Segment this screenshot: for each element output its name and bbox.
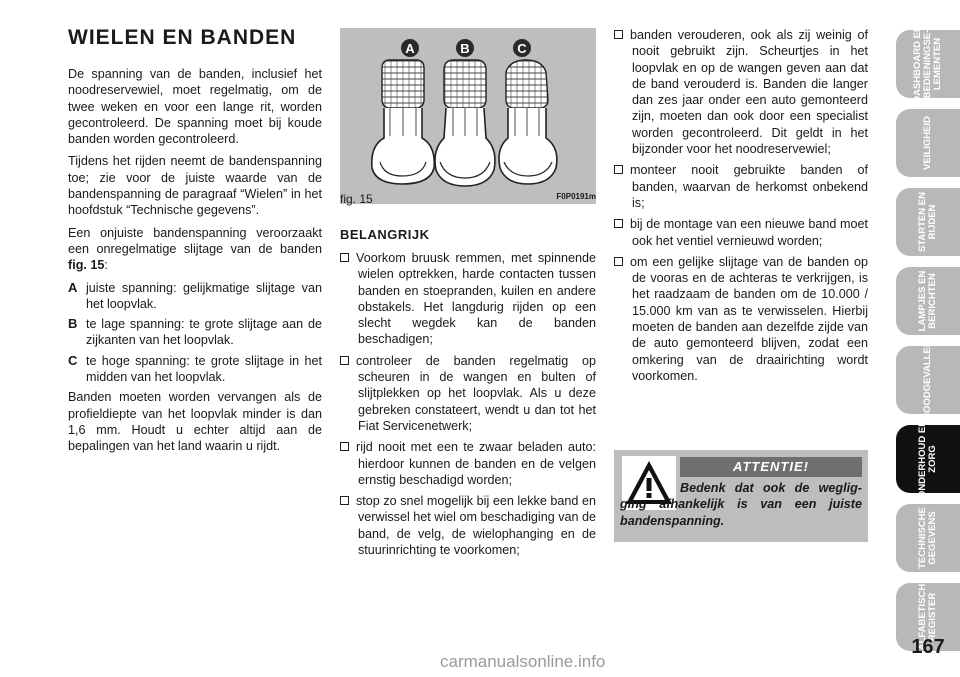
bullet-item: [614, 162, 868, 211]
chapter-tab[interactable]: [896, 109, 960, 177]
tire-a: [372, 60, 435, 184]
paragraph-3: [68, 225, 322, 274]
item-text: te lage spanning: te grote slijtage aan de zijkanten van het loopvlak.: [86, 317, 322, 348]
page-title: WIELEN EN BANDEN: [68, 26, 297, 49]
column-right: [614, 27, 868, 389]
checkbox-bullet-icon: [340, 356, 349, 365]
belangrijk-heading: BELANGRIJK: [340, 227, 430, 242]
bullet-item: [340, 353, 596, 434]
bullet-text: monteer nooit gebruikte banden of banden, waarvan de herkomst onbekend is;: [630, 163, 868, 210]
paragraph-3-end: :: [104, 258, 108, 273]
item-c: [68, 353, 322, 386]
bullet-item: [614, 27, 868, 157]
warning-box: [614, 450, 868, 542]
bullet-text: stop zo snel mogelijk bij een lekke band en verwissel het wiel om beschadiging van de band, de velg, de wielophanging en de stuurinrichting te voorkomen;: [356, 494, 597, 558]
chapter-tab[interactable]: [896, 419, 960, 499]
figure-label-c: C: [517, 41, 527, 56]
checkbox-bullet-icon: [340, 442, 349, 451]
warning-text: Bedenk dat ook de weglig-ging afhankelijk is van een juiste bandenspanning.: [620, 481, 862, 528]
chapter-tab-label: DASHBOARD EN BEDIENINGSE- LEMENTEN: [912, 25, 943, 103]
bullet-text: bij de montage van een nieuwe band moet ook het ventiel vernieuwd worden;: [630, 217, 868, 248]
tire-wear-illustration: [340, 28, 596, 204]
chapter-tab-label: VEILIGHEID: [922, 116, 933, 170]
chapter-tab[interactable]: [896, 25, 960, 103]
bullet-item: [614, 216, 868, 249]
chapter-tab[interactable]: [896, 340, 960, 420]
paragraph-3-text: Een onjuiste bandenspanning veroorzaakt een onregelmatige slijtage van de banden: [68, 225, 322, 256]
item-a: [68, 280, 322, 313]
chapter-tab[interactable]: [896, 188, 960, 256]
page-number: 167: [911, 636, 945, 658]
chapter-tab-label: STARTEN EN RIJDEN: [917, 192, 938, 252]
column-middle: [340, 250, 596, 563]
figure-label-a: A: [405, 41, 415, 56]
chapter-tab[interactable]: [896, 504, 960, 572]
bullet-text: Voorkom bruusk remmen, met spinnende wielen optrekken, harde contacten tussen banden en stoepranden, kuilen en andere obstakels. Het langdurig rijden op een slecht wegdek kan de banden beschadigen;: [356, 251, 596, 347]
bullet-item: [340, 439, 596, 488]
bullet-item: [614, 254, 868, 384]
checkbox-bullet-icon: [614, 165, 623, 174]
figure-caption-row: [340, 192, 596, 206]
checkbox-bullet-icon: [614, 219, 623, 228]
checkbox-bullet-icon: [340, 253, 349, 262]
bullet-item: [340, 493, 596, 558]
figure-label-b: B: [460, 41, 470, 56]
paragraph-1: De spanning van de banden, inclusief het noodreservewiel, moet regelmatig, om de twee weken en voor een lange rit, worden gecontroleerd. De spanning moet bij koude banden worden gecontroleerd.: [68, 67, 322, 147]
bullet-text: om een gelijke slijtage van de banden op de vooras en de achteras te verkrijgen, is het raadzaam de banden om de 10.000 / 15.000 km van as te verwisselen. Hierbij moeten de banden aan dezelfde zijde van de auto gemonteerd blijven, zodat een omkering van de draairichting wordt voorkomen.: [630, 254, 868, 383]
figure-caption: fig. 15: [340, 192, 373, 206]
item-letter: C: [68, 352, 78, 368]
chapter-tab-label: ONDERHOUD EN ZORG: [917, 419, 938, 499]
chapter-tab-label: ALFABETISCH REGISTER: [917, 583, 938, 651]
watermark: carmanualsonline.info: [440, 652, 606, 671]
paragraph-2: Tijdens het rijden neemt de bandenspanning toe; zie voor de juiste waarde van de bandenspanning de paragraaf “Wielen” in het hoofdstuk “Technische gegevens”.: [68, 154, 322, 218]
checkbox-bullet-icon: [340, 496, 349, 505]
bullet-text: controleer de banden regelmatig op scheuren in de wangen en bulten of slijtplekken op het loopvlak. Als u deze gebreken constateert, wendt u dan tot het Fiat Servicenetwerk;: [356, 353, 596, 433]
checkbox-bullet-icon: [614, 257, 623, 266]
chapter-tab[interactable]: [896, 267, 960, 335]
paragraph-4: Banden moeten worden vervangen als de profieldiepte van het loopvlak minder is dan 1,6 mm. Houdt u echter altijd aan de bepalingen van het land waarin u rijdt.: [68, 390, 322, 454]
figure-reference: fig. 15: [68, 258, 105, 273]
checkbox-bullet-icon: [614, 30, 623, 39]
bullet-text: banden verouderen, ook als zij weinig of nooit gebruikt zijn. Scheurtjes in het loopvlak en op de wangen geven aan dat de band verouderd is. Banden die langer dan zes jaar onder een auto gemonteerd zijn, moeten dan ook door een specialist worden gecontroleerd. Dit geldt in het bijzonder voor het noodreservewiel;: [630, 28, 868, 157]
tire-wear-figure: [340, 28, 596, 204]
tire-c: [499, 60, 557, 184]
item-letter: B: [68, 316, 78, 332]
item-text: te hoge spanning: te grote slijtage in het midden van het loopvlak.: [86, 353, 322, 385]
chapter-tab-label: NOODGEVALLEN: [922, 340, 933, 420]
bullet-text: rijd nooit met een te zwaar beladen auto: hierdoor kunnen de banden en de velgen ernstig beschadigd worden;: [356, 440, 596, 487]
chapter-tab-label: TECHNISCHE GEGEVENS: [917, 507, 938, 569]
warning-title: ATTENTIE!: [680, 457, 862, 477]
item-text: juiste spanning: gelijkmatige slijtage van het loopvlak.: [86, 280, 322, 311]
column-left: [68, 66, 322, 461]
item-b: [68, 316, 322, 349]
figure-code: F0P0191m: [556, 192, 596, 201]
bullet-item: [340, 250, 596, 348]
chapter-tab-label: LAMPJES EN BERICHTEN: [917, 270, 938, 332]
tire-b: [435, 60, 495, 186]
item-letter: A: [68, 279, 78, 295]
